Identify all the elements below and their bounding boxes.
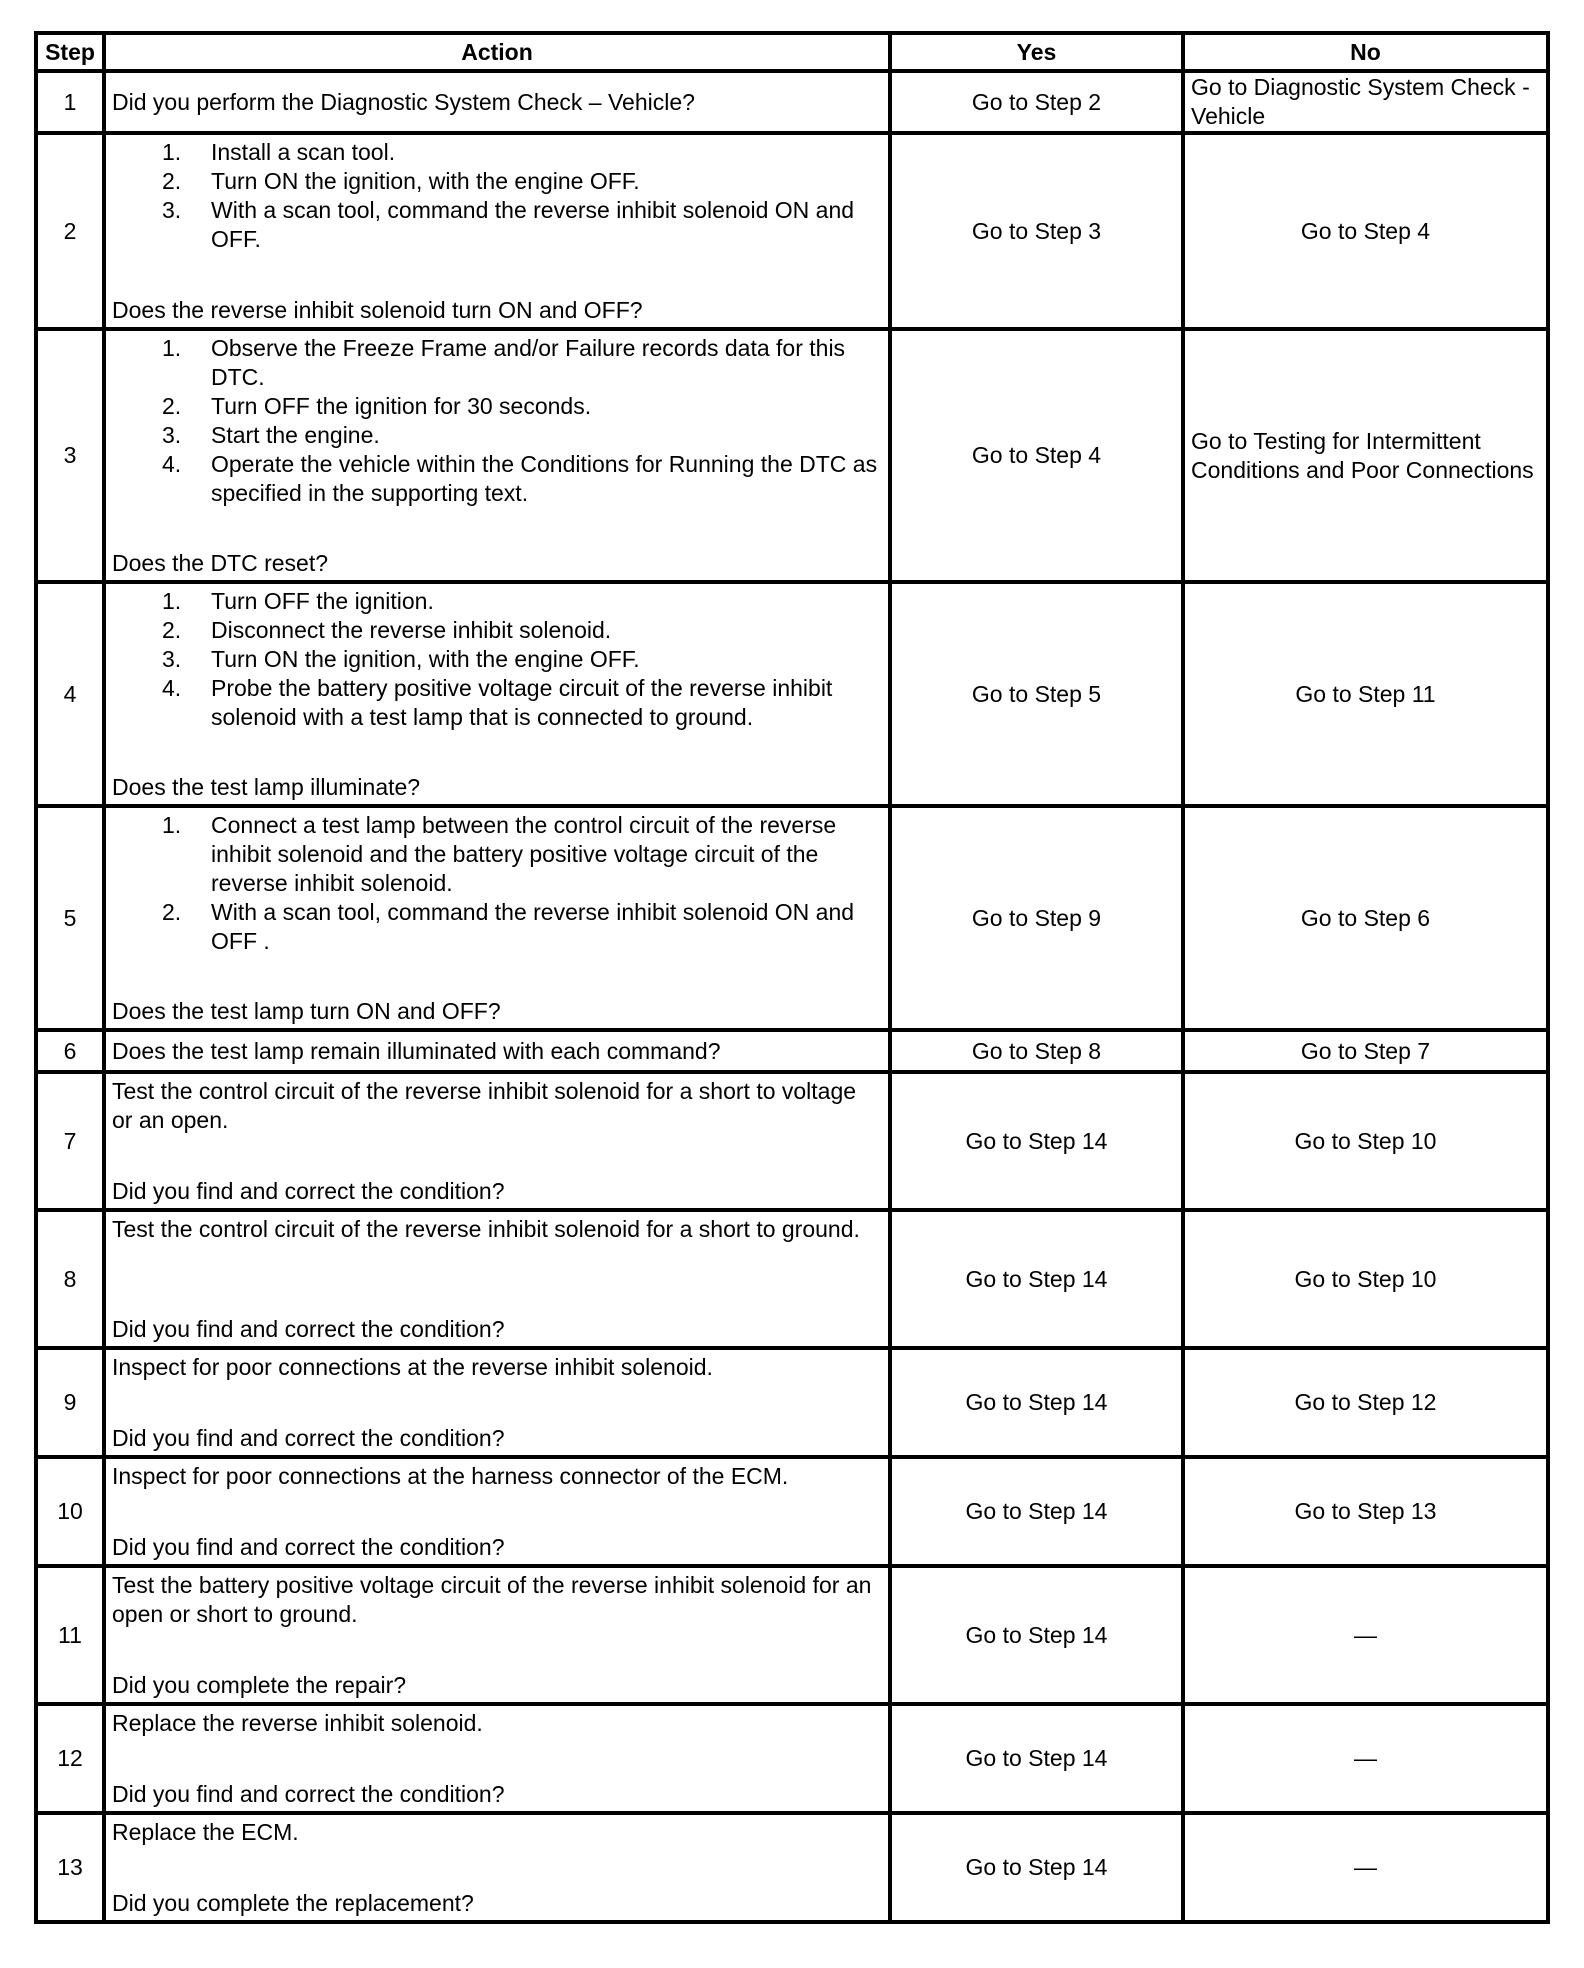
step-number: 5 [36, 806, 104, 1030]
step-number: 11 [36, 1566, 104, 1704]
list-item: 2. With a scan tool, command the reverse inhibit solenoid ON and OFF . [162, 898, 855, 954]
table-row [36, 1030, 1548, 1072]
question-text: Did you find and correct the condition? [112, 1533, 505, 1560]
step-number: 3 [36, 329, 104, 582]
question-text: Did you find and correct the condition? [112, 1780, 505, 1807]
diagnostic-table [34, 31, 1550, 1924]
action-cell [104, 133, 890, 329]
table-row [36, 1457, 1548, 1566]
table-row [36, 806, 1548, 1030]
table-row [36, 133, 1548, 329]
action-cell [104, 1566, 890, 1704]
instruction-text: Inspect for poor connections at the reverse inhibit solenoid. [112, 1353, 713, 1380]
list-item: 2. Turn OFF the ignition for 30 seconds. [162, 392, 592, 419]
no-cell: Go to Step 4 [1183, 133, 1548, 329]
table-row [36, 71, 1548, 133]
yes-cell: Go to Step 14 [890, 1704, 1183, 1813]
list-item: 3. Turn ON the ignition, with the engine OFF. [162, 645, 640, 672]
yes-cell: Go to Step 14 [890, 1348, 1183, 1457]
list-item: 1. Install a scan tool. [162, 138, 396, 165]
instruction-text: Test the battery positive voltage circuit of the reverse inhibit solenoid for an open or short to ground. [112, 1571, 872, 1627]
yes-cell: Go to Step 14 [890, 1566, 1183, 1704]
no-cell: Go to Step 6 [1183, 806, 1548, 1030]
question-text: Does the test lamp turn ON and OFF? [112, 997, 501, 1024]
action-cell [104, 1457, 890, 1566]
list-item: 1. Turn OFF the ignition. [162, 587, 434, 614]
action-cell [104, 1210, 890, 1348]
question-text: Does the test lamp illuminate? [112, 773, 421, 800]
step-number: 1 [36, 71, 104, 133]
yes-cell: Go to Step 2 [890, 71, 1183, 133]
list-item: 1. Connect a test lamp between the control circuit of the reverse inhibit solenoid and the battery positive voltage circuit of the reverse inhibit solenoid. [162, 811, 837, 896]
header-yes: Yes [890, 33, 1183, 71]
list-item: 2. Turn ON the ignition, with the engine OFF. [162, 167, 640, 194]
no-cell: — [1183, 1813, 1548, 1922]
question-text: Does the DTC reset? [112, 549, 329, 576]
question-text: Did you find and correct the condition? [112, 1177, 505, 1204]
header-row [36, 33, 1548, 71]
table-row [36, 1704, 1548, 1813]
action-cell [104, 1348, 890, 1457]
question-text: Did you perform the Diagnostic System Check – Vehicle? [112, 88, 695, 115]
question-text: Did you complete the repair? [112, 1671, 407, 1698]
step-number: 7 [36, 1072, 104, 1210]
step-number: 6 [36, 1030, 104, 1072]
yes-cell: Go to Step 3 [890, 133, 1183, 329]
action-cell [104, 329, 890, 582]
instruction-text: Replace the ECM. [112, 1818, 299, 1845]
instruction-list [112, 587, 882, 732]
header-no: No [1183, 33, 1548, 71]
yes-cell: Go to Step 9 [890, 806, 1183, 1030]
action-cell [104, 1030, 890, 1072]
yes-cell: Go to Step 8 [890, 1030, 1183, 1072]
yes-cell: Go to Step 5 [890, 582, 1183, 806]
instruction-text: Test the control circuit of the reverse inhibit solenoid for a short to ground. [112, 1215, 860, 1242]
yes-cell: Go to Step 4 [890, 329, 1183, 582]
instruction-list [112, 334, 882, 508]
question-text: Did you complete the replacement? [112, 1889, 474, 1916]
table-row [36, 1210, 1548, 1348]
no-cell: Go to Step 10 [1183, 1210, 1548, 1348]
yes-cell: Go to Step 14 [890, 1457, 1183, 1566]
yes-cell: Go to Step 14 [890, 1072, 1183, 1210]
question-text: Does the reverse inhibit solenoid turn ON and OFF? [112, 296, 643, 323]
instruction-list [112, 811, 882, 956]
header-action: Action [104, 33, 890, 71]
no-cell: Go to Step 7 [1183, 1030, 1548, 1072]
no-cell: — [1183, 1566, 1548, 1704]
header-step: Step [36, 33, 104, 71]
question-text: Does the test lamp remain illuminated with each command? [112, 1037, 721, 1064]
no-cell: Go to Step 11 [1183, 582, 1548, 806]
no-cell: — [1183, 1704, 1548, 1813]
step-number: 9 [36, 1348, 104, 1457]
action-cell [104, 1704, 890, 1813]
no-cell: Go to Step 13 [1183, 1457, 1548, 1566]
step-number: 2 [36, 133, 104, 329]
yes-cell: Go to Step 14 [890, 1210, 1183, 1348]
question-text: Did you find and correct the condition? [112, 1424, 505, 1451]
table-row [36, 329, 1548, 582]
step-number: 4 [36, 582, 104, 806]
action-cell [104, 1813, 890, 1922]
step-number: 10 [36, 1457, 104, 1566]
list-item: 3. With a scan tool, command the reverse inhibit solenoid ON and OFF. [162, 196, 855, 252]
list-item: 2. Disconnect the reverse inhibit solenoid. [162, 616, 612, 643]
list-item: 4. Operate the vehicle within the Conditions for Running the DTC as specified in the supporting text. [162, 450, 878, 506]
yes-cell: Go to Step 14 [890, 1813, 1183, 1922]
table-row [36, 1813, 1548, 1922]
table-row [36, 582, 1548, 806]
question-text: Did you find and correct the condition? [112, 1315, 505, 1342]
instruction-text: Inspect for poor connections at the harness connector of the ECM. [112, 1462, 789, 1489]
no-cell: Go to Diagnostic System Check - Vehicle [1183, 71, 1548, 133]
instruction-list [112, 138, 882, 254]
step-number: 13 [36, 1813, 104, 1922]
no-cell: Go to Step 12 [1183, 1348, 1548, 1457]
instruction-text: Test the control circuit of the reverse inhibit solenoid for a short to voltage or an open. [112, 1077, 857, 1133]
action-cell [104, 806, 890, 1030]
step-number: 12 [36, 1704, 104, 1813]
step-number: 8 [36, 1210, 104, 1348]
action-cell [104, 71, 890, 133]
no-cell: Go to Step 10 [1183, 1072, 1548, 1210]
no-cell: Go to Testing for Intermittent Conditions and Poor Connections [1183, 329, 1548, 582]
list-item: 3. Start the engine. [162, 421, 380, 448]
action-cell [104, 1072, 890, 1210]
instruction-text: Replace the reverse inhibit solenoid. [112, 1709, 483, 1736]
list-item: 1. Observe the Freeze Frame and/or Failure records data for this DTC. [162, 334, 846, 390]
list-item: 4. Probe the battery positive voltage circuit of the reverse inhibit solenoid with a test lamp that is connected to ground. [162, 674, 833, 730]
table-row [36, 1072, 1548, 1210]
action-cell [104, 582, 890, 806]
table-row [36, 1348, 1548, 1457]
table-row [36, 1566, 1548, 1704]
